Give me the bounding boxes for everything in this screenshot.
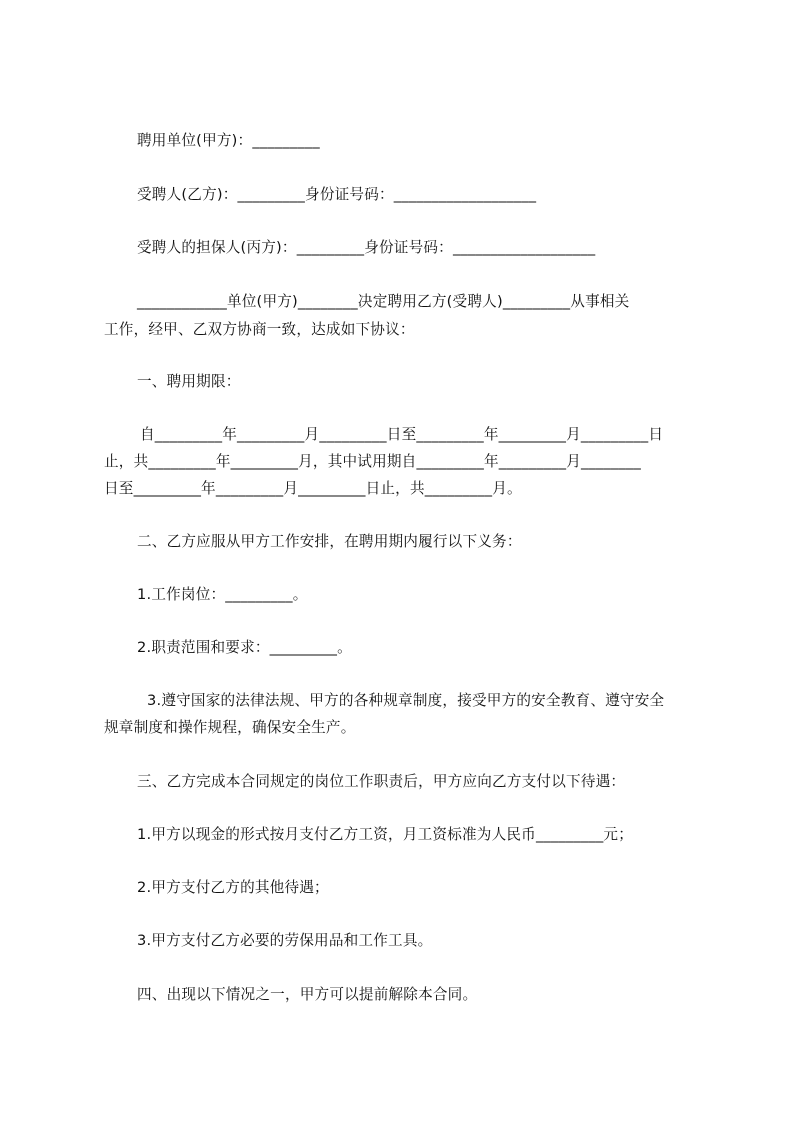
section-1-heading: 一、聘用期限： (137, 373, 241, 390)
section-4-heading: 四、出现以下情况之一，甲方可以提前解除本合同。 (137, 986, 478, 1003)
term-line-1: 自_________年_________月_________日至_________年_________月_________日 (140, 426, 664, 443)
duty-item-2: 2.职责范围和要求：_________。 (137, 639, 352, 656)
intro-line-2: 工作，经甲、乙双方协商一致，达成如下协议： (104, 321, 415, 338)
benefit-item-3: 3.甲方支付乙方必要的劳保用品和工作工具。 (137, 932, 433, 949)
benefit-item-2: 2.甲方支付乙方的其他待遇； (137, 879, 329, 896)
section-2-heading: 二、乙方应服从甲方工作安排，在聘用期内履行以下义务： (137, 533, 522, 550)
duty-item-3-line-2: 规章制度和操作规程，确保安全生产。 (104, 719, 356, 736)
employer-field: 聘用单位(甲方)：_________ (137, 132, 320, 149)
term-line-3: 日至_________年_________月_________日止，共_________月。 (104, 480, 522, 497)
section-3-heading: 三、乙方完成本合同规定的岗位工作职责后，甲方应向乙方支付以下待遇： (137, 773, 626, 790)
duty-item-3-line-1: 3.遵守国家的法律法规、甲方的各种规章制度，接受甲方的安全教育、遵守安全 (147, 692, 665, 709)
guarantor-field: 受聘人的担保人(丙方)：_________身份证号码：___________________ (137, 239, 596, 256)
intro-line-1: ____________单位(甲方)________决定聘用乙方(受聘人)_________从事相关 (137, 293, 630, 310)
duty-item-1: 1.工作岗位：_________。 (137, 586, 308, 603)
employee-field: 受聘人(乙方)：_________身份证号码：___________________ (137, 186, 537, 203)
benefit-item-1: 1.甲方以现金的形式按月支付乙方工资，月工资标准为人民币_________元； (137, 826, 634, 843)
term-line-2: 止，共_________年_________月，其中试用期自_________年_________月________ (104, 453, 641, 470)
